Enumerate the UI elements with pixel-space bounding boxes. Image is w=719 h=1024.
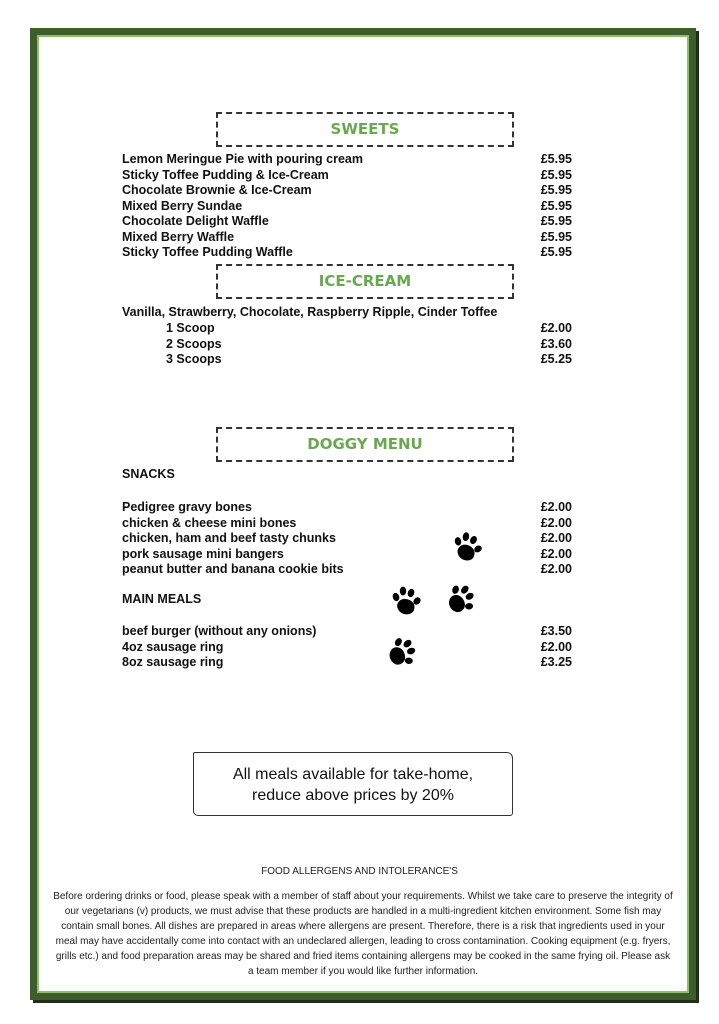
menu-item-price: £5.95 <box>540 152 572 166</box>
doggy-heading: DOGGY MENU <box>216 427 514 462</box>
menu-item-price: £5.95 <box>540 214 572 228</box>
menu-item-name: Mixed Berry Sundae <box>122 198 243 213</box>
menu-item-price: £5.95 <box>540 183 572 197</box>
menu-item <box>122 167 572 183</box>
menu-item-name: 3 Scoops <box>166 352 222 366</box>
menu-item-price: £5.95 <box>540 198 572 213</box>
menu-item <box>122 499 572 515</box>
menu-item-price: £5.95 <box>540 167 572 182</box>
menu-item <box>122 320 572 336</box>
menu-item <box>122 351 572 367</box>
menu-item-name: peanut butter and banana cookie bits <box>122 562 344 576</box>
menu-item <box>122 530 572 546</box>
menu-item-name: Chocolate Delight Waffle <box>122 214 269 228</box>
menu-item-name: Sticky Toffee Pudding & Ice-Cream <box>122 167 329 182</box>
takehome-line2: reduce above prices by 20% <box>252 787 454 804</box>
menu-item-name: pork sausage mini bangers <box>122 546 284 561</box>
allergens-text: Before ordering drinks or food, please speak with a member of staff about your requirements. Whilst we take care to preserve the integrity of our vegetarians (v) products, we must advise that these products are handled in a multi-ingredient kitchen environment. Some fish may contain small bones. All dishes are prepared in areas where allergens are present. Therefore, there is a risk that ingredients used in your meal may have accidentally come into contact with an undeclared allergen, leading to cross contamination. Cooking equipment (e.g. fryers, grills etc.) and food preparation areas may be shared and fried items containing allergens may be cooked in the same frying oil. Please ask a team member if you would like further information. <box>53 891 673 977</box>
menu-item-price: £3.50 <box>540 624 572 638</box>
menu-item <box>122 229 572 245</box>
menu-item-name: chicken & cheese mini bones <box>122 515 297 530</box>
allergens-title: FOOD ALLERGENS AND INTOLERANCE'S <box>261 866 458 877</box>
menu-item-name: 4oz sausage ring <box>122 639 224 654</box>
menu-item-price: £2.00 <box>540 546 572 561</box>
main-meals-label: MAIN MEALS <box>122 592 202 606</box>
menu-item-price: £3.25 <box>540 655 572 669</box>
menu-item <box>122 244 572 260</box>
icecream-heading: ICE-CREAM <box>216 264 514 299</box>
menu-item-price: £5.95 <box>540 229 572 244</box>
menu-item-name: Pedigree gravy bones <box>122 500 252 514</box>
menu-item <box>122 198 572 214</box>
menu-item <box>122 515 572 531</box>
menu-item-name: Chocolate Brownie & Ice-Cream <box>122 183 312 197</box>
menu-item-name: 2 Scoops <box>166 336 222 351</box>
menu-item-price: £3.60 <box>540 336 572 351</box>
paw-print-icon <box>450 531 484 565</box>
menu-item <box>122 561 572 577</box>
menu-item <box>122 623 572 639</box>
menu-item-name: beef burger (without any onions) <box>122 624 317 638</box>
menu-item-price: £5.25 <box>540 352 572 366</box>
menu-item-price: £2.00 <box>540 500 572 514</box>
menu-item <box>122 151 572 167</box>
menu-item-name: Lemon Meringue Pie with pouring cream <box>122 152 364 166</box>
sweets-heading: SWEETS <box>216 112 514 147</box>
menu-item-name: Sticky Toffee Pudding Waffle <box>122 245 293 259</box>
paw-print-icon <box>384 636 418 670</box>
menu-item <box>122 336 572 352</box>
takehome-notice <box>193 752 513 816</box>
paw-print-icon <box>443 583 477 617</box>
icecream-flavours: Vanilla, Strawberry, Chocolate, Raspberry Ripple, Cinder Toffee <box>122 305 498 319</box>
snacks-label: SNACKS <box>122 467 175 481</box>
menu-item <box>122 546 572 562</box>
menu-item-price: £2.00 <box>540 321 572 335</box>
menu-item-price: £2.00 <box>540 515 572 530</box>
paw-print-icon <box>389 585 423 619</box>
menu-item-price: £2.00 <box>540 531 572 545</box>
takehome-line1: All meals available for take-home, <box>232 766 474 783</box>
menu-item <box>122 182 572 198</box>
menu-item-name: chicken, ham and beef tasty chunks <box>122 531 336 545</box>
menu-item-price: £2.00 <box>540 562 572 576</box>
menu-item <box>122 654 572 670</box>
menu-item-price: £5.95 <box>540 245 572 259</box>
menu-item-name: 1 Scoop <box>166 321 215 335</box>
menu-item-name: Mixed Berry Waffle <box>122 229 235 244</box>
menu-item <box>122 639 572 655</box>
menu-item-price: £2.00 <box>540 639 572 654</box>
menu-item <box>122 213 572 229</box>
menu-item-name: 8oz sausage ring <box>122 655 224 669</box>
